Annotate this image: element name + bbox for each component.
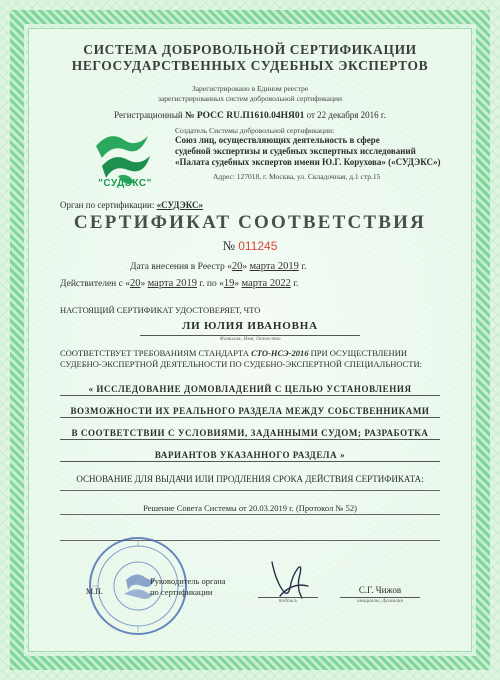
valid-from-day: 20 [129,278,141,289]
specialty-line-2: ВОЗМОЖНОСТИ ИХ РЕАЛЬНОГО РАЗДЕЛА МЕЖДУ СОБСТВЕННИКАМИ [60,406,440,418]
head-label-line1: Руководитель органа [150,576,226,586]
head-of-organ-label [150,576,260,598]
entry-month: марта 2019 [249,261,299,272]
conformity-suffix: ПРИ ОСУЩЕСТВЛЕНИИ СУДЕБНО-ЭКСПЕРТНОЙ ДЕЯТЕЛЬНОСТИ ПО СУДЕБНО-ЭКСПЕРТНОЙ СПЕЦИАЛЬНОСТИ: [60,348,422,369]
system-creator-block [175,126,465,181]
registry-note-line1: Зарегистрировано в Едином реестре [191,84,309,93]
signer-name: С.Г. Чижов [358,585,402,595]
registration-date: от 22 декабря 2016 г. [306,110,386,120]
creator-label: Создатель Системы добровольной сертификации: [175,126,335,135]
holder-caption: Фамилия, Имя, Отчество [219,336,281,342]
specialty-line-3: В СООТВЕТСТВИИ С УСЛОВИЯМИ, ЗАДАННЫМИ СУДОМ; РАЗРАБОТКА [60,428,440,440]
specialty-line-1: « ИССЛЕДОВАНИЕ ДОМОВЛАДЕНИЙ С ЦЕЛЬЮ УСТАНОВЛЕНИЯ [60,384,440,396]
signature-caption: подпись [278,598,298,604]
entry-sep: » [242,262,250,272]
grounds-label: ОСНОВАНИЕ ДЛЯ ВЫДАЧИ ИЛИ ПРОДЛЕНИЯ СРОКА ДЕЙСТВИЯ СЕРТИФИКАТА: [76,474,424,484]
creator-line2: судебной экспертизы и судебных экспертных исследований [175,146,416,156]
seal-place-label: М.П. [86,587,103,596]
system-title-line1: СИСТЕМА ДОБРОВОЛЬНОЙ СЕРТИФИКАЦИИ [83,42,417,57]
valid-to-day: 19 [223,278,235,289]
grounds-divider-2 [60,514,440,515]
certification-organ [60,200,440,210]
specialty-line-4: ВАРИАНТОВ УКАЗАННОГО РАЗДЕЛА » [60,450,440,462]
logo-text: "СУДЭКС" [98,178,152,189]
holder-name: ЛИ ЮЛИЯ ИВАНОВНА [182,320,318,332]
system-title-line2: НЕГОСУДАРСТВЕННЫХ СУДЕБНЫХ ЭКСПЕРТОВ [71,58,429,73]
registry-note-line2: зарегистрированных систем добровольной сертификации [157,94,343,103]
number-prefix: № [222,238,235,253]
organ-value: «СУДЭКС» [156,200,204,210]
creator-line1: Союз лиц, осуществляющих деятельность в сфере [175,135,380,145]
conformity-statement [60,348,440,370]
number-value: 011245 [238,239,278,253]
entry-date-label: Дата внесения в Реестр « [130,262,232,272]
certificate-number [30,238,470,254]
validity-label: Действителен с « [60,279,130,289]
certificate-title: СЕРТИФИКАТ СООТВЕТСТВИЯ [73,212,427,233]
creator-name [175,135,465,168]
entry-suffix: г. [298,262,307,272]
conformity-prefix: СООТВЕТСТВУЕТ ТРЕБОВАНИЯМ СТАНДАРТА [60,348,252,358]
creator-address: Адрес: 127018, г. Москва, ул. Складочная, д.1 стр.15 [213,172,381,181]
valid-to-sep: » [234,279,242,289]
grounds-divider-1 [60,490,440,491]
organ-label: Орган по сертификации: [60,200,155,210]
signer-name-caption: инициалы, фамилия [357,598,403,604]
conformity-standard: СТО-НСЭ-2016 [251,348,309,358]
council-decision: Решение Совета Системы от 20.03.2019 г. (Протокол № 52) [143,503,357,513]
creator-line3: «Палата судебных экспертов имени Ю.Г. Корухова» («СУДЭКС») [175,157,441,167]
valid-from-month: марта 2019 [147,278,197,289]
entry-day: 20 [231,261,243,272]
attest-statement: НАСТОЯЩИЙ СЕРТИФИКАТ УДОСТОВЕРЯЕТ, ЧТО [60,305,261,315]
registration-line [30,110,470,121]
valid-from-suffix: г. по « [196,279,224,289]
valid-from-sep: » [140,279,148,289]
validity-period [60,278,460,289]
registry-note [30,84,470,104]
valid-to-suffix: г. [290,279,299,289]
system-title [30,42,470,74]
head-label-line2: по сертификации [150,587,213,597]
registry-entry-date [130,261,460,272]
registration-number: № РОСС RU.П1610.04НЯ01 [184,111,305,121]
valid-to-month: марта 2022 [241,278,291,289]
registration-label: Регистрационный [114,110,183,120]
